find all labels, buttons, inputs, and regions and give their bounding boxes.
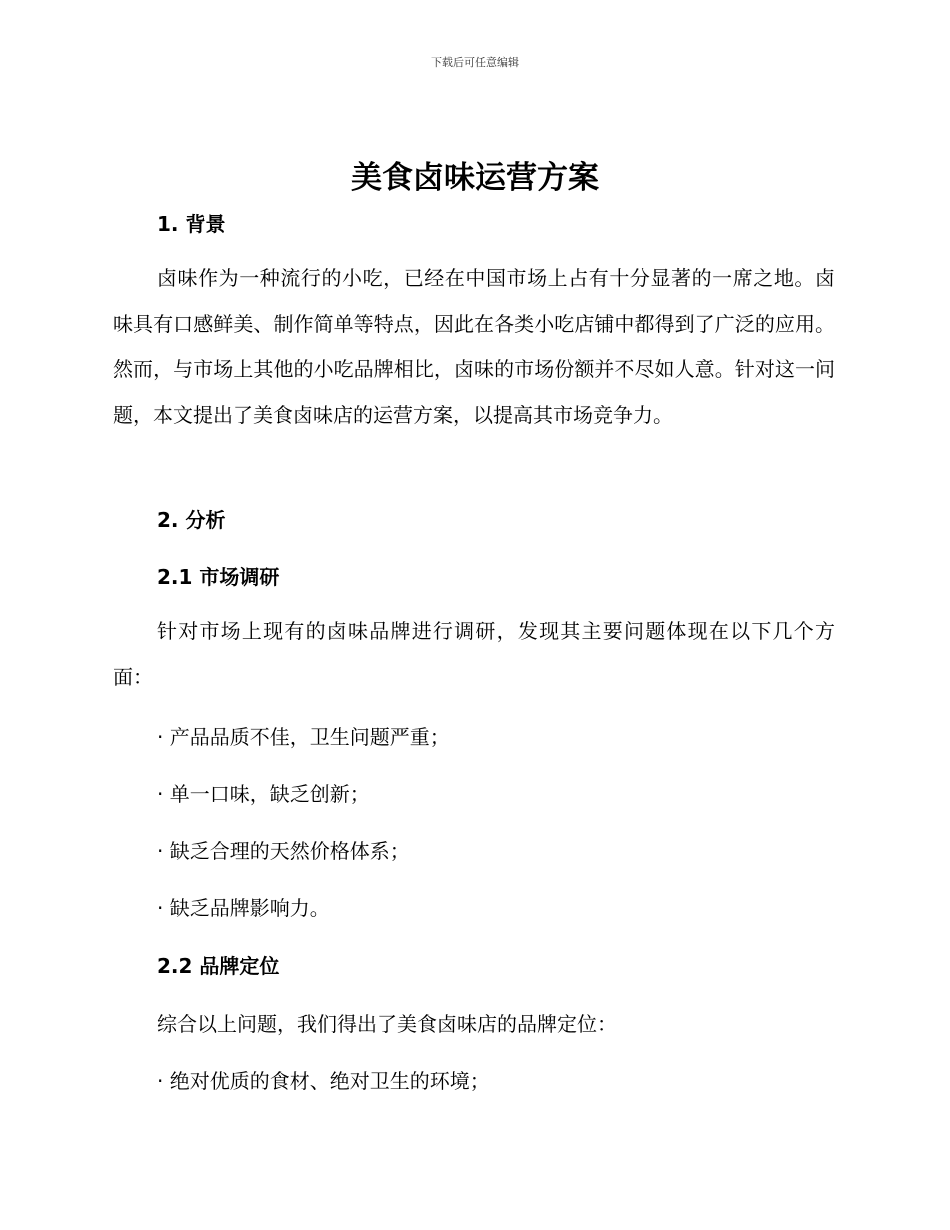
section-heading-analysis: 2. 分析 [157, 508, 226, 532]
brand-positioning-paragraph: 综合以上问题，我们得出了美食卤味店的品牌定位： [157, 1012, 617, 1036]
subsection-heading-market-research: 2.1 市场调研 [157, 565, 280, 589]
list-item: · 产品品质不佳，卫生问题严重； [157, 725, 450, 749]
list-item: · 单一口味，缺乏创新； [157, 782, 370, 806]
document-title: 美食卤味运营方案 [351, 160, 599, 196]
page-header-note: 下载后可任意编辑 [431, 56, 519, 69]
list-item: · 缺乏合理的天然价格体系； [157, 839, 410, 863]
section-heading-background: 1. 背景 [157, 212, 226, 236]
list-item: · 缺乏品牌影响力。 [157, 896, 330, 920]
list-item: · 绝对优质的食材、绝对卫生的环境； [157, 1069, 490, 1093]
market-research-paragraph: 针对市场上现有的卤味品牌进行调研，发现其主要问题体现在以下几个方面： [113, 619, 835, 689]
background-paragraph: 卤味作为一种流行的小吃，已经在中国市场上占有十分显著的一席之地。卤味具有口感鲜美、制作简单等特点，因此在各类小吃店铺中都得到了广泛的应用。然而，与市场上其他的小吃品牌相比，卤味的市场份额并不尽如人意。针对这一问题，本文提出了美食卤味店的运营方案，以提高其市场竞争力。 [113, 266, 835, 427]
subsection-heading-brand-positioning: 2.2 品牌定位 [157, 954, 280, 978]
